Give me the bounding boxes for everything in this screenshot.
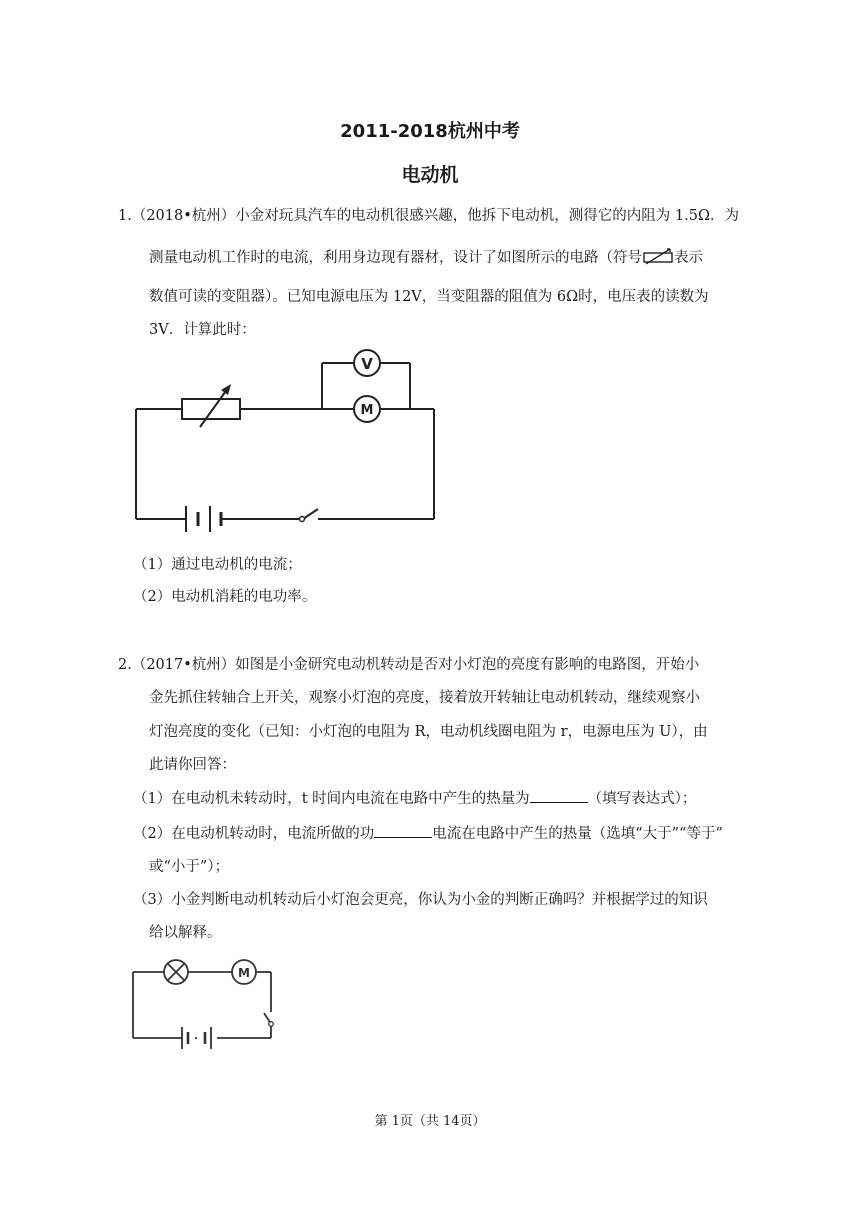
q2-sub-3-cont: 给以解释。 xyxy=(149,925,222,941)
switch-pivot-icon-2 xyxy=(269,1022,274,1027)
q2-sub-1-after: （填写表达式）； xyxy=(587,791,697,807)
q1-line-1: 1.（2018•杭州）小金对玩具汽车的电动机很感兴趣，他拆下电动机，测得它的内阻为 1.5Ω．为 xyxy=(118,208,739,224)
q1-sub-2: （2）电动机消耗的电功率。 xyxy=(133,589,317,605)
q1-line-2-before: 测量电动机工作时的电流，利用身边现有器材，设计了如图所示的电路（符号 xyxy=(149,250,642,266)
q2-sub-1-before: （1）在电动机未转动时，t 时间内电流在电路中产生的热量为 xyxy=(133,791,530,807)
q2-line-2: 金先抓住转轴合上开关，观察小灯泡的亮度，接着放开转轴让电动机转动，继续观察小 xyxy=(149,690,700,706)
q2-line-3: 灯泡亮度的变化（已知：小灯泡的电阻为 R，电动机线圈电阻为 r，电源电压为 U），由 xyxy=(149,724,708,740)
motor-label-2: M xyxy=(238,966,250,980)
q2-line-4: 此请你回答： xyxy=(149,757,236,773)
document-subtitle: 电动机 xyxy=(401,164,459,186)
q1-line-3: 数值可读的变阻器）。已知电源电压为 12V，当变阻器的阻值为 6Ω时，电压表的读数为 xyxy=(149,289,709,305)
q1-sub-1: （1）通过电动机的电流； xyxy=(133,557,302,573)
q2-sub-3: （3）小金判断电动机转动后小灯泡会更亮，你认为小金的判断正确吗？并根据学过的知识 xyxy=(133,892,708,908)
q1-line-4: 3V．计算此时： xyxy=(149,322,256,338)
voltmeter-label: V xyxy=(361,355,373,373)
motor-label: M xyxy=(360,403,374,418)
page-footer: 第 1页（共 14页） xyxy=(374,1114,486,1129)
q2-sub-2-cont: 或“小于”）； xyxy=(149,859,230,875)
document-title: 2011-2018杭州中考 xyxy=(340,121,520,142)
q2-sub-2-after: 电流在电路中产生的热量（选填“大于”“等于” xyxy=(432,826,723,842)
q2-line-1: 2.（2017•杭州）如图是小金研究电动机转动是否对小灯泡的亮度有影响的电路图，开始小 xyxy=(118,657,700,673)
q2-sub-2-before: （2）在电动机转动时，电流所做的功 xyxy=(133,826,375,842)
q1-line-2-after: 表示 xyxy=(674,250,703,266)
